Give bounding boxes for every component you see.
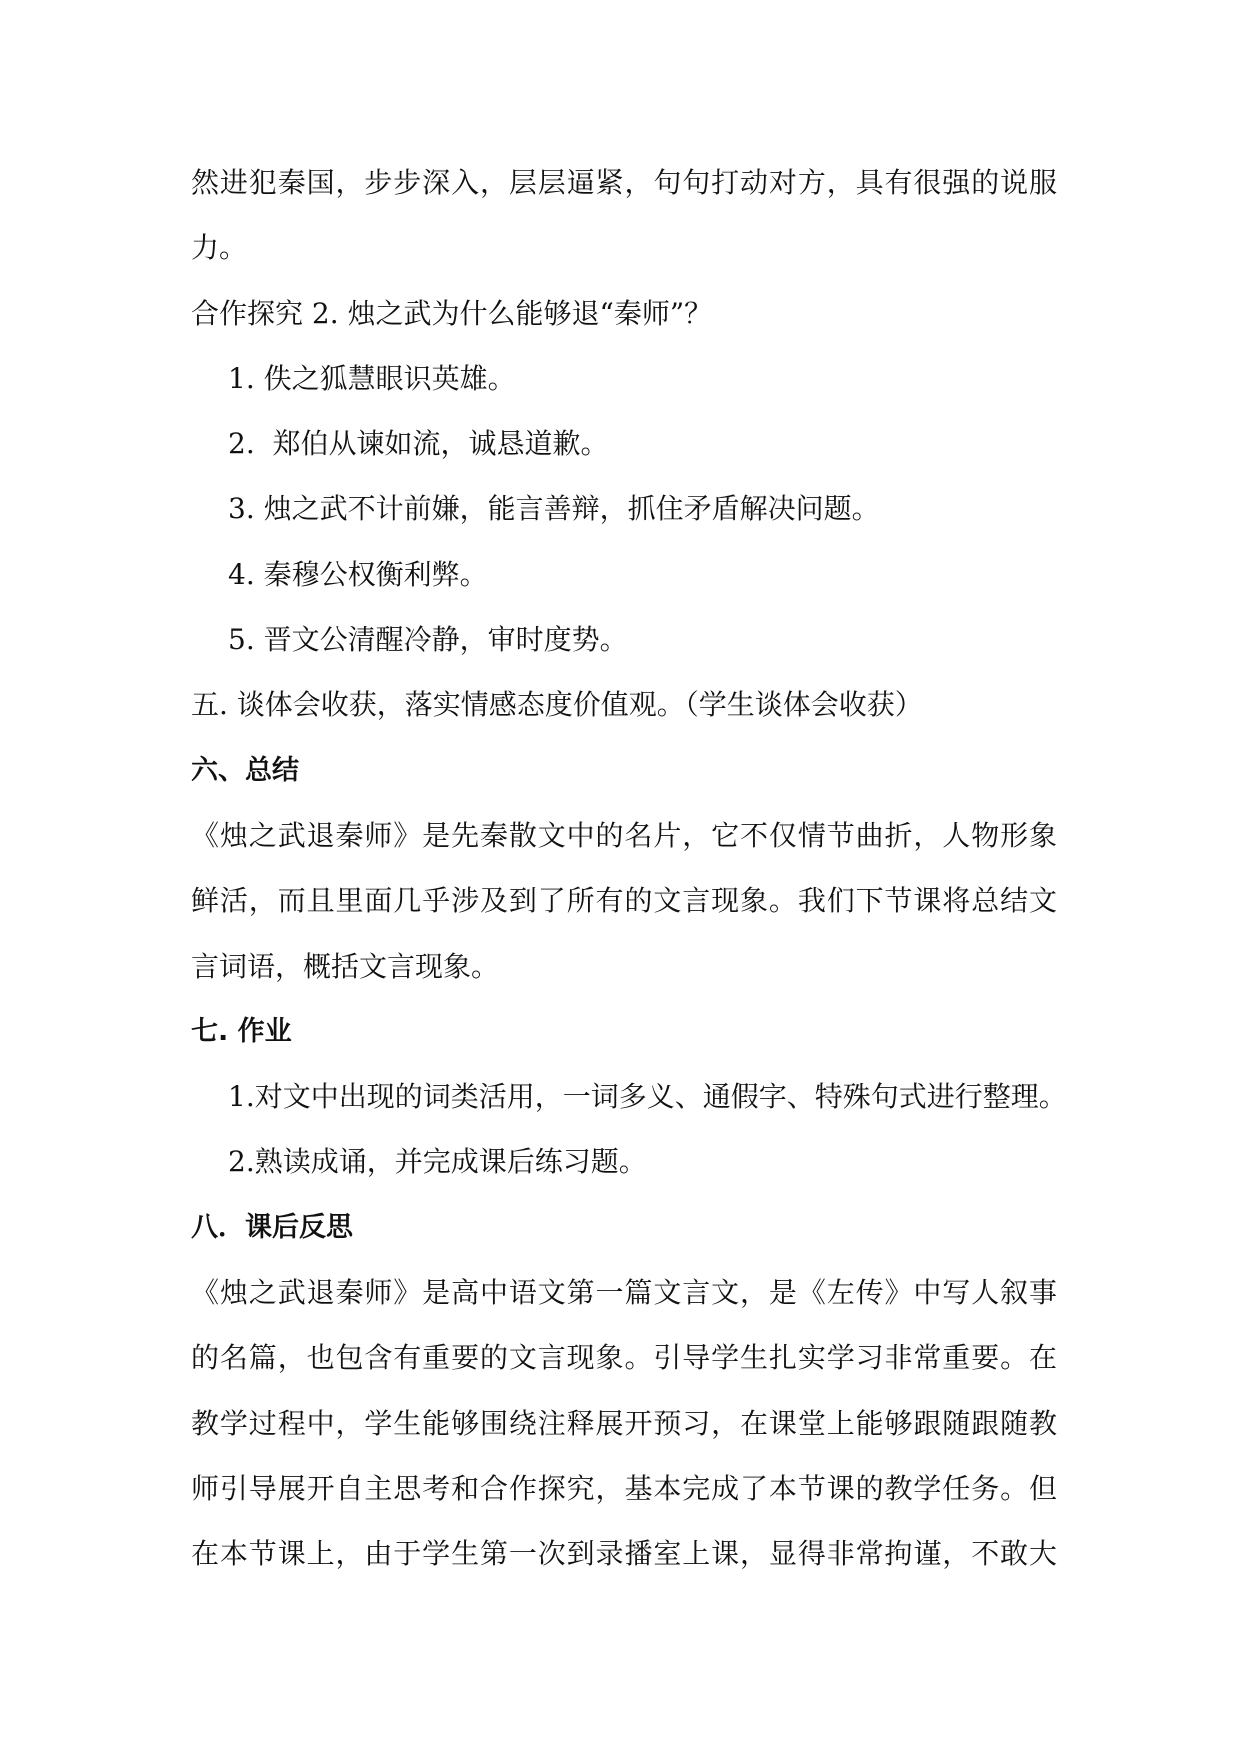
paragraph-line: 《烛之武退秦师》是高中语文第一篇文言文，是《左传》中写人叙事 [191,1276,1057,1310]
section-6-heading: 六、总结 [191,754,299,786]
continuation-paragraph [191,150,1091,281]
section-7 [191,999,1091,1195]
paragraph-line: 《烛之武退秦师》是先秦散文中的名片，它不仅情节曲折，人物形象 [191,818,1057,852]
answer-item: 5. 晋文公清醒冷静，审时度势。 [228,623,628,657]
paragraph-line: 然进犯秦国，步步深入，层层逼紧，句句打动对方，具有很强的说服 [191,166,1057,199]
cooperation-section [191,281,1091,673]
section-6 [191,738,1091,999]
paragraph-line: 教学过程中，学生能够围绕注释展开预习，在课堂上能够跟随跟随教 [191,1406,1057,1440]
paragraph-line: 在本节课上，由于学生第一次到录播室上课，显得非常拘谨，不敢大 [191,1537,1057,1571]
section-5-text: 五. 谈体会收获，落实情感态度价值观。（学生谈体会收获） [191,688,923,722]
answer-item: 3. 烛之武不计前嫌，能言善辩，抓住矛盾解决问题。 [228,492,880,526]
homework-item: 1.对文中出现的词类活用，一词多义、通假字、特殊句式进行整理。 [228,1080,1067,1114]
answer-item: 4. 秦穆公权衡利弊。 [228,557,488,591]
section-8 [191,1195,1091,1587]
answer-item: 1. 佚之狐慧眼识英雄。 [228,361,516,395]
section-8-heading: 八．课后反思 [191,1211,353,1243]
section-7-heading: 七. 作业 [191,1015,292,1047]
paragraph-line: 的名篇，也包含有重要的文言现象。引导学生扎实学习非常重要。在 [191,1341,1057,1375]
cooperation-question: 合作探究 2. 烛之武为什么能够退“秦师”？ [191,296,713,330]
paragraph-line: 师引导展开自主思考和合作探究，基本完成了本节课的教学任务。但 [191,1471,1057,1505]
paragraph-line: 言词语，概括文言现象。 [191,949,500,983]
homework-item: 2.熟读成诵，并完成课后练习题。 [228,1145,647,1179]
section-5 [191,672,1091,737]
document-body [191,150,1091,1587]
paragraph-line: 力。 [191,231,248,265]
paragraph-line: 鲜活，而且里面几乎涉及到了所有的文言现象。我们下节课将总结文 [191,884,1057,918]
answer-item: 2. 郑伯从谏如流，诚恳道歉。 [228,427,609,461]
